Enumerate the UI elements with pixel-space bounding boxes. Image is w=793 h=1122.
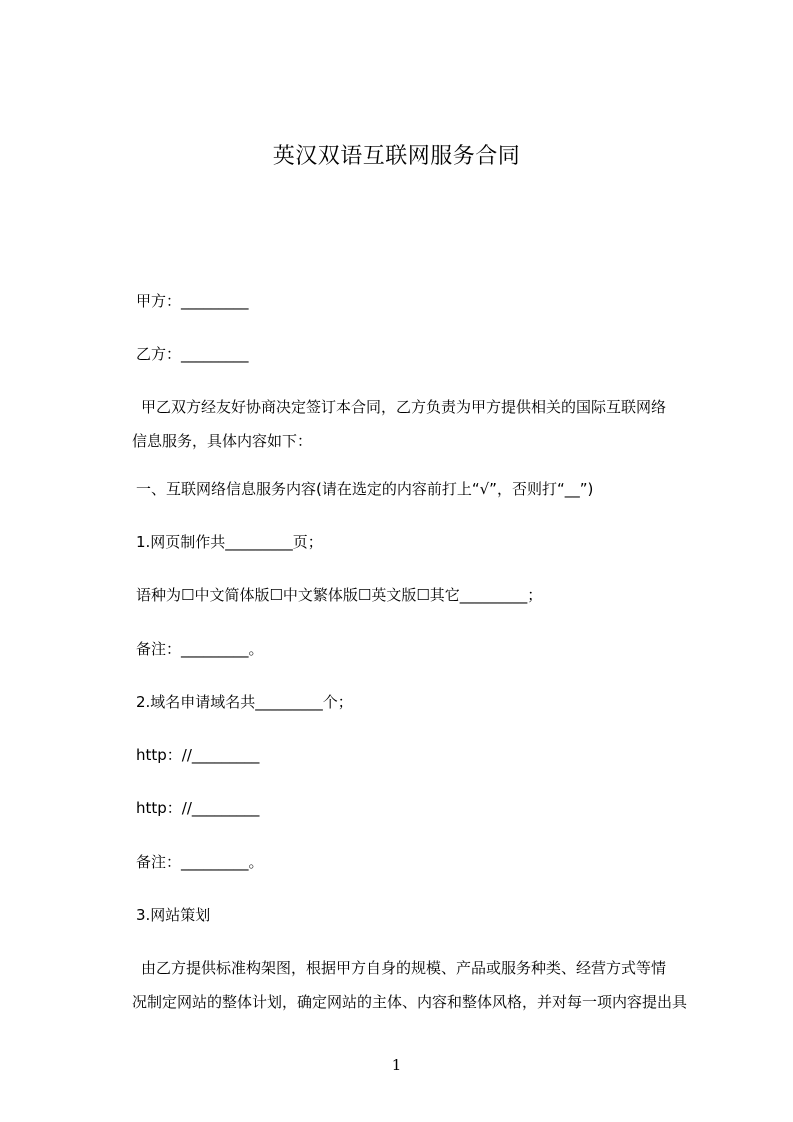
item-2-domain: 2.域名申请域名共_________个； — [136, 693, 353, 711]
language-options: 语种为☐中文简体版☐中文繁体版☐英文版☐其它_________； — [136, 586, 543, 604]
planning-line-2: 况制定网站的整体计划，确定网站的主体、内容和整体风格，并对每一项内容提出具 — [132, 993, 688, 1011]
item-3-planning: 3.网站策划 — [136, 906, 211, 924]
party-a-line: 甲方：_________ — [136, 292, 249, 310]
page-number: 1 — [391, 1056, 402, 1074]
party-b-line: 乙方：_________ — [136, 345, 249, 363]
intro-line-1: 甲乙双方经友好协商决定签订本合同，乙方负责为甲方提供相关的国际互联网络 — [141, 398, 667, 416]
remark-2: 备注：_________。 — [136, 853, 264, 871]
url-line-1: http：//_________ — [136, 746, 260, 764]
planning-paragraph — [132, 951, 713, 1019]
intro-paragraph — [132, 390, 713, 458]
item-1-web-pages: 1.网页制作共_________页； — [136, 533, 323, 551]
planning-line-1: 由乙方提供标准构架图，根据甲方自身的规模、产品或服务种类、经营方式等情 — [141, 959, 667, 977]
intro-line-2: 信息服务，具体内容如下： — [132, 432, 313, 450]
section-1-heading: 一、互联网络信息服务内容(请在选定的内容前打上“√”，否则打“__”) — [136, 480, 594, 498]
remark-1: 备注：_________。 — [136, 640, 264, 658]
document-title: 英汉双语互联网服务合同 — [272, 144, 521, 169]
url-line-2: http：//_________ — [136, 799, 260, 817]
